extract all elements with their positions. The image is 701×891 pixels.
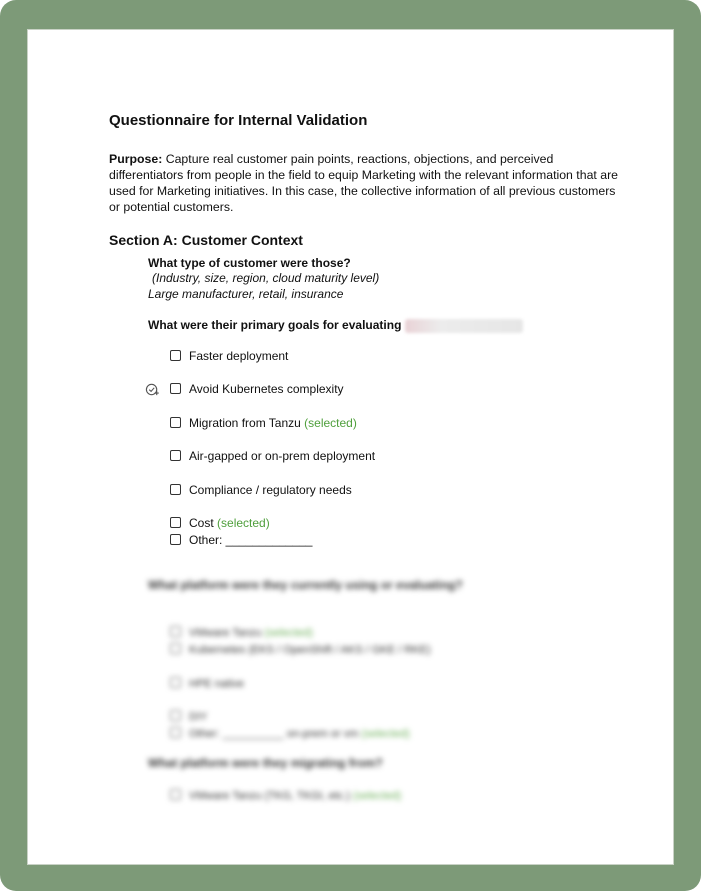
option-label: Cost [189, 516, 214, 530]
question-answer[interactable]: Large manufacturer, retail, insurance [148, 287, 344, 301]
purpose-text: Capture real customer pain points, reactions, objections, and perceived differentiators from people in the field to equip Marketing with the relevant information that are used for Marketing initiatives. In this case, the collective information of all previous customers or potential customers. [109, 152, 619, 214]
option-blurred [170, 789, 401, 802]
question-label: What type of customer were those? [148, 256, 351, 270]
option-blurred [170, 727, 410, 740]
option-label: Migration from Tanzu [189, 416, 301, 430]
selected-note: (selected) [358, 728, 410, 740]
selected-note: (selected) [213, 516, 270, 530]
option-blurred [170, 677, 244, 690]
option-blurred [170, 710, 207, 723]
option-label: DIY [189, 711, 208, 723]
question-label: What were their primary goals for evaluating [148, 318, 402, 332]
option-label: Avoid Kubernetes complexity [189, 382, 344, 396]
blurred-section [28, 30, 674, 865]
option-label: Faster deployment [189, 349, 289, 363]
question-hint: (Industry, size, region, cloud maturity level) [152, 271, 380, 285]
question-current-platform: What platform were they currently using or evaluating? [148, 578, 463, 592]
option-label: VMware Tanzu (TKG, TKGI, etc.) [189, 790, 350, 802]
selected-note: (selected) [349, 790, 402, 802]
option-label: HPE native [189, 678, 245, 690]
option-label: Kubernetes (EKS / OpenShift / AKS / GKE / RKE) [189, 644, 431, 656]
option-label: Air-gapped or on-prem deployment [189, 449, 376, 463]
option-blurred [170, 643, 431, 656]
option-blurred [170, 626, 313, 639]
question-migrating-from: What platform were they migrating from? [148, 756, 383, 770]
option-label: VMware Tanzu [189, 627, 262, 639]
document-title: Questionnaire for Internal Validation [109, 112, 368, 129]
section-a-heading: Section A: Customer Context [109, 232, 303, 248]
selected-note: (selected) [300, 416, 357, 430]
document-page [27, 29, 674, 865]
option-label: Other: __________ on-prem or vm [189, 728, 359, 740]
purpose-label: Purpose: [109, 152, 163, 166]
option-label: Compliance / regulatory needs [189, 483, 352, 497]
selected-note: (selected) [261, 627, 313, 639]
option-label: Other: _____________ [189, 533, 313, 547]
